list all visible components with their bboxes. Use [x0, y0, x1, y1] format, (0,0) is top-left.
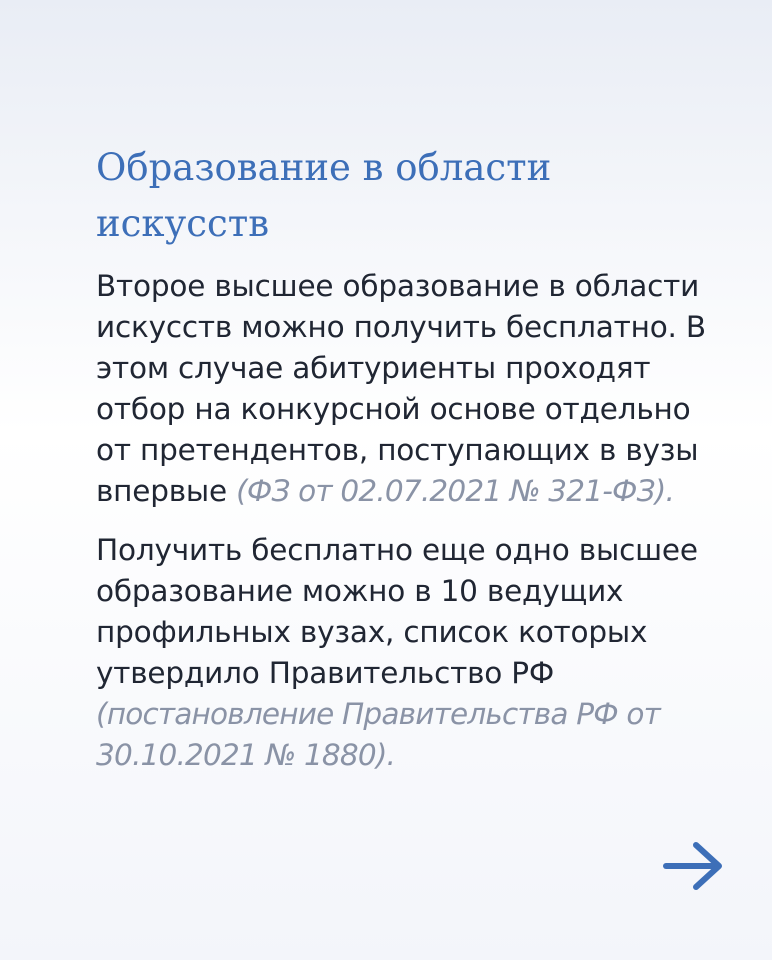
arrow-right-icon	[662, 840, 726, 892]
next-slide-button[interactable]	[662, 840, 726, 892]
content-block	[96, 140, 706, 776]
paragraph-second-education-arts	[96, 266, 706, 512]
paragraph-text: Получить бесплатно еще одно высшее образование можно в 10 ведущих профильных вузах, список которых утвердило Правительство РФ	[96, 533, 698, 690]
paragraph-text: Второе высшее образование в области искусств можно получить бесплатно. В этом случае абитуриенты проходят отбор на конкурсной основе отдельно от претендентов, поступающих в вузы впервые	[96, 269, 706, 508]
title-line-1: Образование в области	[96, 146, 552, 189]
decree-reference: (постановление Правительства РФ от 30.10.2021 № 1880).	[96, 697, 660, 772]
page-title	[96, 140, 706, 252]
law-reference: (ФЗ от 02.07.2021 № 321-ФЗ).	[236, 474, 675, 508]
title-line-2: искусств	[96, 202, 270, 245]
paragraph-leading-universities	[96, 530, 706, 776]
